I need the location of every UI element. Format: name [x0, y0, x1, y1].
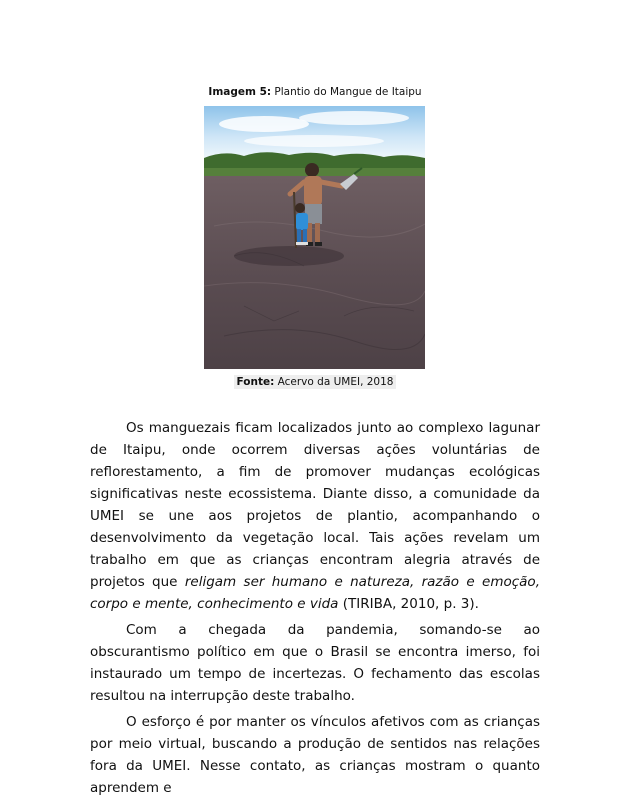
paragraph: O esforço é por manter os vínculos afetivos com as crianças por meio virtual, buscando a produção de sentidos nas relações fora da UMEI. Nesse contato, as crianças mostram o quanto aprendem e [90, 714, 540, 796]
body-text [90, 417, 540, 799]
figure-caption-text: Plantio do Mangue de Itaipu [271, 86, 422, 98]
figure-caption [0, 86, 630, 98]
figure-source [0, 376, 630, 388]
paragraph-text: Os manguezais ficam localizados junto ao complexo lagunar de Itaipu, onde ocorrem diversas ações voluntárias de reflorestamento, a fim de promover mudanças ecológicas significativas neste ecossistema. Diante disso, a comunidade da UMEI se une aos projetos de plantio, acompanhando o desenvolvimento da vegetação local. Tais ações revelam um trabalho em que as crianças encontram alegria através de projetos que [90, 420, 540, 590]
figure-source-text: Acervo da UMEI, 2018 [274, 376, 394, 388]
paragraph [90, 417, 540, 615]
paragraph: Com a chegada da pandemia, somando-se ao obscurantismo político em que o Brasil se encontra imerso, foi instaurado um tempo de incertezas. O fechamento das escolas resultou na interrupção deste trabalho. [90, 622, 540, 704]
paragraph-citation: (TIRIBA, 2010, p. 3). [338, 596, 479, 612]
mangrove-planting-photo [204, 106, 425, 369]
figure-source-label: Fonte: [236, 376, 275, 388]
figure-caption-label: Imagem 5: [208, 86, 272, 98]
paragraph-italic-quote: religam ser humano e natureza, razão e emoção, corpo e mente, conhecimento e vida [90, 574, 540, 612]
